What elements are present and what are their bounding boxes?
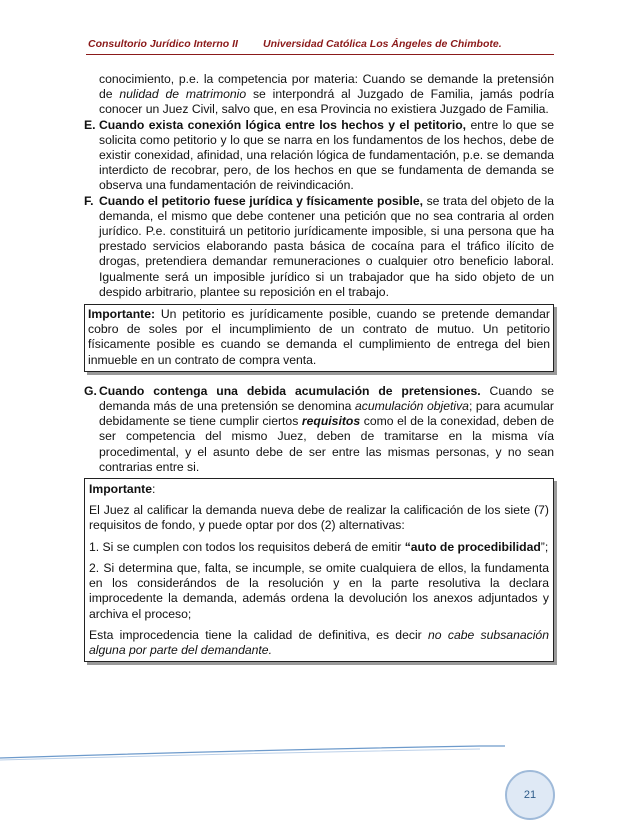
spacer (84, 372, 554, 384)
item-g-text-3: como el de la conexidad, deben de ser competencia del mismo Juez, deben de tramitarse en la misma vía procedimental, y el asunto debe de ser entre las mismas personas, y no sean contrarias entre si. (99, 414, 554, 474)
item-g-bolditalic: requisitos (301, 414, 361, 429)
list-item-g (84, 384, 554, 475)
box2-paragraph-1: El Juez al calificar la demanda nueva debe de realizar la calificación de los siete (7) requisitos de fondo, y puede optar por dos (2) alternativas: (89, 503, 549, 533)
intro-italic: nulidad de matrimonio (119, 87, 247, 102)
box2-title-text: Importante (89, 482, 152, 497)
box2-p4-text: Esta improcedencia tiene la calidad de definitiva, es decir (89, 627, 429, 642)
item-f-text: se trata del objeto de la demanda, el mismo que debe contener una petición que no sea contraria al orden jurídico. P.e. constituirá un petitorio jurídicamente imposible, si una persona que ha prestado servicios elaborando pasta básica de cocaína para el tráfico ilícito de drogas, pretendiera demandar remuneraciones o cualquier otro beneficio laboral. Igualmente será un imposible jurídico si un trabajador que ha sido objeto de un despido arbitrario, plantee su reposición en el trabajo. (99, 193, 554, 299)
item-g-text-2: ; para acumular debidamente se tiene cumplir ciertos (99, 399, 554, 429)
important-box-2 (84, 478, 554, 662)
list-item-f (84, 194, 554, 300)
box2-paragraph-2 (89, 540, 549, 555)
box1-text: Un petitorio es jurídicamente posible, cuando se pretende demandar cobro de soles por el incumplimiento de un contrato de mutuo. Un petitorio físicamente posible es cuando se demanda el cumplimiento de entrega del bien inmueble en un contrato de compra venta. (88, 307, 550, 367)
box2-p2-end: ”; (540, 539, 549, 554)
item-e-heading: Cuando exista conexión lógica entre los hechos y el petitorio, (99, 117, 467, 132)
header-rule (86, 54, 554, 55)
running-header (88, 38, 553, 52)
item-g-label: G. (84, 383, 97, 398)
box2-paragraph-3: 2. Si determina que, falta, se incumple, se omite cualquiera de ellos, la fundamenta en los considerándos de la resolución y en la parte resolutiva la declara improcedente la demanda, además ordena la devolución los anexos adjuntados y archiva el proceso; (89, 560, 549, 621)
intro-paragraph (84, 72, 554, 118)
box2-title (89, 482, 549, 497)
box2-p4-italic: no cabe subsanación alguna por parte del demandante. (89, 627, 549, 657)
box2-title-colon: : (151, 482, 156, 497)
intro-text-end: se interpondrá al Juzgado de Familia, jamás podría conocer un Juez Civil, salvo que, en esa Provincia no existiera Juzgado de Familia. (99, 87, 554, 117)
footer-curve-line (0, 746, 505, 758)
page-body (84, 72, 554, 662)
item-f-heading: Cuando el petitorio fuese jurídica y físicamente posible, (99, 193, 424, 208)
item-f-label: F. (84, 193, 94, 208)
header-course: Consultorio Jurídico Interno II (88, 38, 238, 50)
item-e-label: E. (84, 117, 96, 132)
item-e-text: entre lo que se solicita como petitorio y lo que se narra en los fundamentos de los hechos, debe de existir conexidad, afinidad, una relación lógica de fundamentación, p.e. se demanda interdicto de recobrar, pero, de los hechos en que se fundamenta de demanda se observa una fundamentación de reivindicación. (99, 117, 555, 193)
list-item-e (84, 118, 554, 194)
important-box-1 (84, 304, 554, 372)
page-number: 21 (523, 789, 537, 801)
page-number-badge (505, 770, 555, 820)
item-g-text: Cuando se demanda más de una pretensión se denomina (99, 383, 554, 414)
box2-p2-bold: “auto de procedibilidad (404, 539, 541, 554)
intro-text: conocimiento, p.e. la competencia por materia: Cuando se demande la pretensión de (99, 72, 554, 102)
box2-p2-text: 1. Si se cumplen con todos los requisitos deberá de emitir (89, 539, 405, 554)
header-university: Universidad Católica Los Ángeles de Chimbote. (263, 38, 502, 50)
item-g-heading: Cuando contenga una debida acumulación de pretensiones. (99, 383, 481, 398)
box1-heading: Importante: (88, 307, 156, 322)
item-g-italic: acumulación objetiva (354, 399, 469, 414)
box2-paragraph-4 (89, 628, 549, 658)
